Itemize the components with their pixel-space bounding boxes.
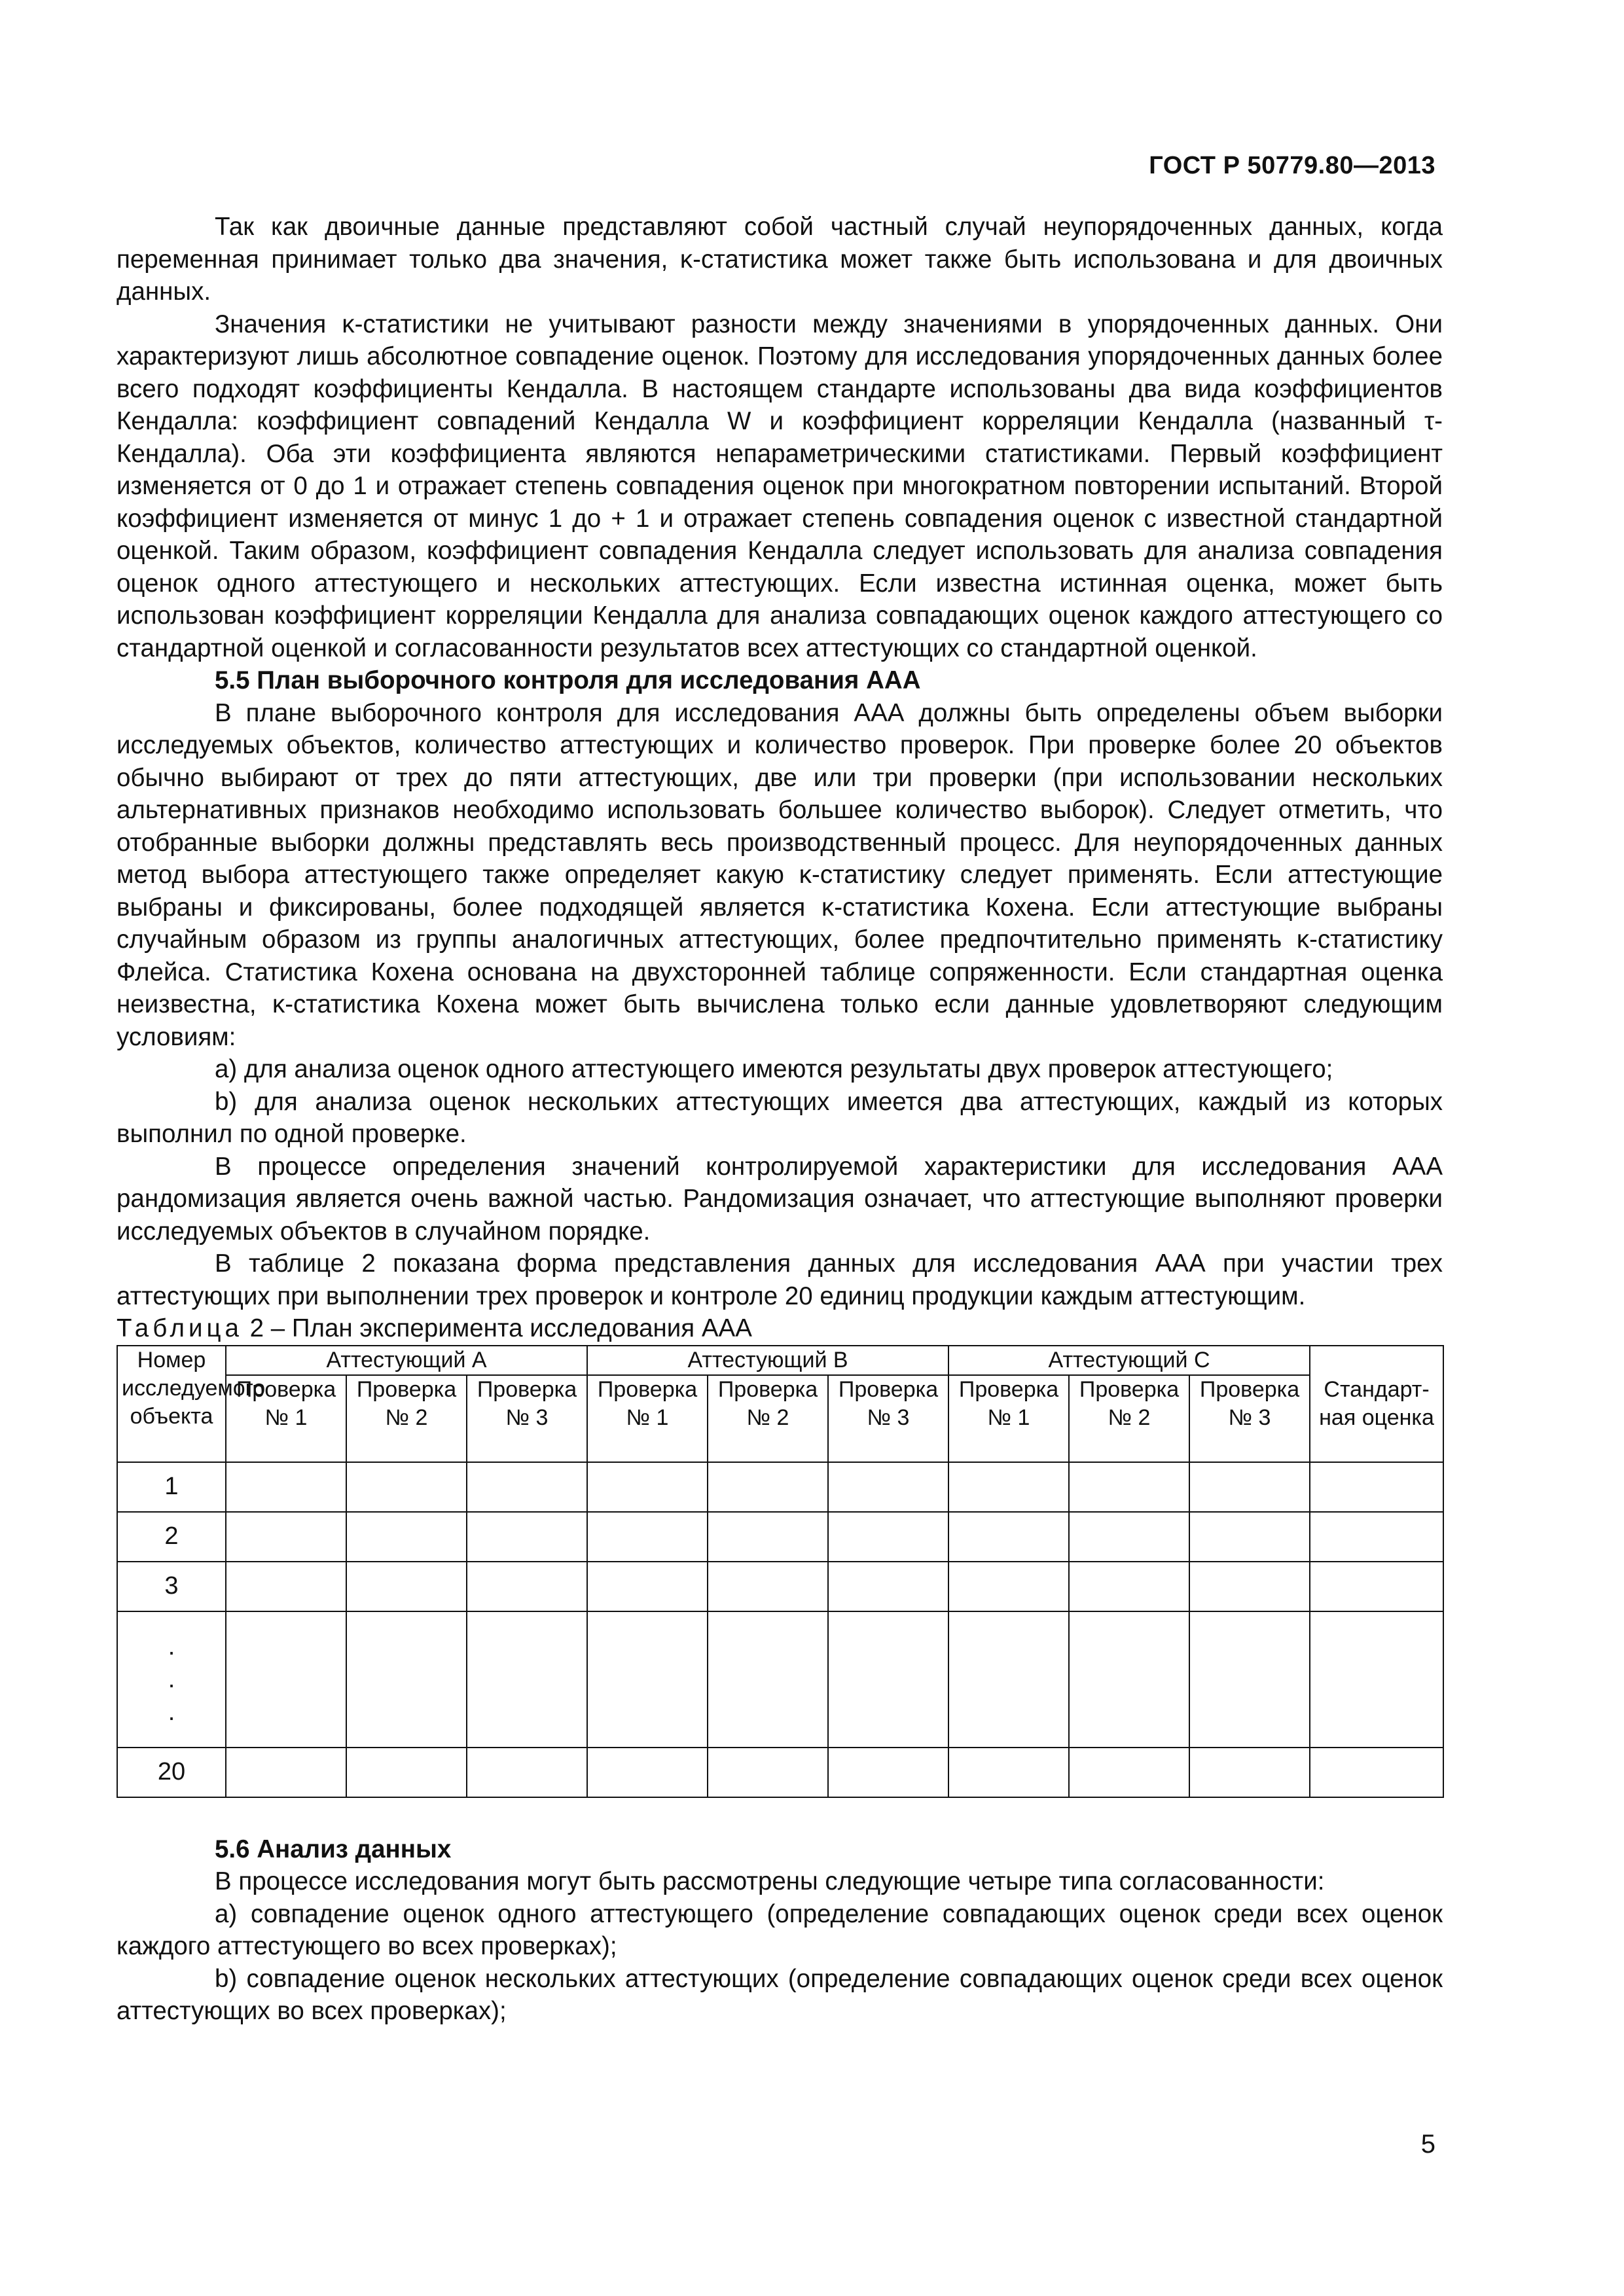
table-caption-text: 2 – План эксперимента исследования ААА bbox=[242, 1314, 752, 1342]
row-number: 1 bbox=[117, 1462, 226, 1512]
list-item-a: a) для анализа оценок одного аттестующего имеются результаты двух проверок аттестующего; bbox=[215, 1055, 1333, 1083]
paragraph-consistency-types: В процессе исследования могут быть рассмотрены следующие четыре типа согласованности: bbox=[215, 1867, 1325, 1895]
table-caption bbox=[117, 1312, 1443, 1345]
header-check: Проверка № 3 bbox=[1189, 1375, 1310, 1462]
row-number: 3 bbox=[117, 1562, 226, 1611]
table-row bbox=[117, 1462, 1443, 1512]
list-item-a: a) совпадение оценок одного аттестующего (определение совпадающих оценок среди всех оценок каждого аттестующего во всех проверках); bbox=[117, 1899, 1443, 1960]
paragraph-sampling-plan: В плане выборочного контроля для исследования ААА должны быть определены объем выборки исследуемых объектов, количество аттестующих и количество проверок. При проверке более 20 объектов обычно выбирают от трех до пяти аттестующих, две или три проверки (при использовании нескольких альтернативных признаков необходимо использовать большее количество выборок). Следует отметить, что отобранные выборки должны представлять весь производственный процесс. Для неупорядоченных данных метод выбора аттестующего также определяет какую κ-статистику следует применять. Если аттестующие выбраны и фиксированы, более подходящей является κ-статистика Кохена. Если аттестующие выбраны случайным образом из группы аналогичных аттестующих, более предпочтительно применять κ-статистику Флейса. Статистика Кохена основана на двухсторонней таблице сопряженности. Если стандартная оценка неизвестна, κ-статистика Кохена может быть вычислена только если данные удовлетворяют следующим условиям: bbox=[117, 698, 1443, 1051]
paragraph-randomization: В процессе определения значений контролируемой характеристики для исследования ААА рандомизация является очень важной частью. Рандомизация означает, что аттестующие выполняют проверки исследуемых объектов в случайном порядке. bbox=[117, 1152, 1443, 1246]
table-row bbox=[117, 1562, 1443, 1611]
header-check: Проверка № 2 bbox=[346, 1375, 467, 1462]
section-heading-5-6: 5.6 Анализ данных bbox=[215, 1835, 452, 1863]
paragraph-table-intro: В таблице 2 показана форма представления данных для исследования ААА при участии трех аттестующих при выполнении трех проверок и контроле 20 единиц продукции каждым аттестующим. bbox=[117, 1249, 1443, 1310]
paragraph-kendall: Значения κ-статистики не учитывают разности между значениями в упорядоченных данных. Они характеризуют лишь абсолютное совпадение оценок. Поэтому для исследования упорядоченных данных более всего подходят коэффициенты Кендалла. В настоящем стандарте использованы два вида коэффициентов Кендалла: коэффициент совпадений Кендалла W и коэффициент корреляции Кендалла (названный τ-Кендалла). Оба эти коэффициента являются непараметрическими статистиками. Первый коэффициент изменяется от 0 до 1 и отражает степень совпадения оценок при многократном повторении испытаний. Второй коэффициент изменяется от минус 1 до + 1 и отражает степень совпадения оценок с известной стандартной оценкой. Таким образом, коэффициент совпадения Кендалла следует использовать для анализа совпадения оценок одного аттестующего и нескольких аттестующих. Если известна истинная оценка, может быть использован коэффициент корреляции Кендалла для анализа совпадающих оценок каждого аттестующего со стандартной оценкой и согласованности результатов всех аттестующих со стандартной оценкой. bbox=[117, 310, 1443, 662]
header-check: Проверка № 2 bbox=[1069, 1375, 1189, 1462]
table-row bbox=[117, 1611, 1443, 1748]
table-row bbox=[117, 1512, 1443, 1562]
header-rater-a: Аттестующий А bbox=[226, 1346, 587, 1375]
header-check: Проверка № 1 bbox=[587, 1375, 708, 1462]
paragraph-binary-data: Так как двоичные данные представляют собой частный случай неупорядоченных данных, когда переменная принимает только два значения, κ-статистика может также быть использована и для двоичных данных. bbox=[117, 213, 1443, 306]
header-object-number: Номер исследуемого объекта bbox=[117, 1346, 226, 1462]
header-check: Проверка № 3 bbox=[828, 1375, 948, 1462]
row-ellipsis: . . . bbox=[117, 1611, 226, 1748]
section-heading-5-5: 5.5 План выборочного контроля для исследования ААА bbox=[215, 666, 921, 694]
header-standard-rating: Стандарт-ная оценка bbox=[1310, 1346, 1443, 1462]
header-check: Проверка № 3 bbox=[467, 1375, 587, 1462]
header-check: Проверка № 1 bbox=[226, 1375, 346, 1462]
header-rater-b: Аттестующий В bbox=[587, 1346, 948, 1375]
page-number: 5 bbox=[1420, 2130, 1435, 2159]
table-caption-label: Таблица bbox=[117, 1314, 243, 1342]
document-header: ГОСТ Р 50779.80—2013 bbox=[1149, 152, 1435, 179]
experiment-plan-table bbox=[117, 1345, 1444, 1798]
header-check: Проверка № 2 bbox=[708, 1375, 828, 1462]
row-number: 2 bbox=[117, 1512, 226, 1562]
row-number: 20 bbox=[117, 1748, 226, 1797]
page-body bbox=[117, 211, 1443, 2028]
table-row bbox=[117, 1748, 1443, 1797]
list-item-b: b) для анализа оценок нескольких аттестующих имеется два аттестующих, каждый из которых выполнил по одной проверке. bbox=[117, 1087, 1443, 1148]
header-check: Проверка № 1 bbox=[948, 1375, 1069, 1462]
header-rater-c: Аттестующий С bbox=[948, 1346, 1310, 1375]
list-item-b: b) совпадение оценок нескольких аттестующих (определение совпадающих оценок среди всех оценок аттестующих во всех проверках); bbox=[117, 1964, 1443, 2025]
